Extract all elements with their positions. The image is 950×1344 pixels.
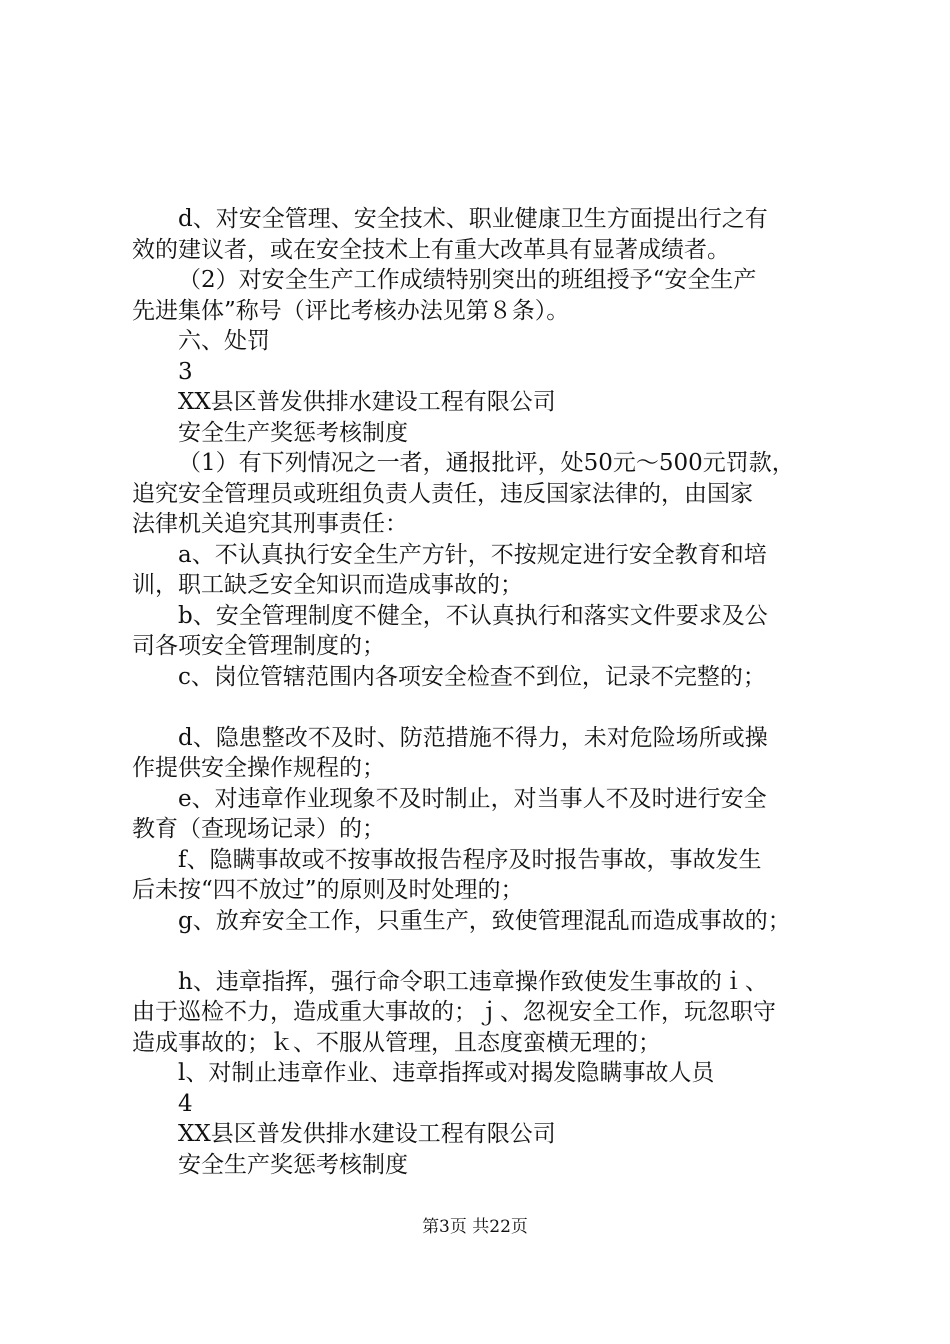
text-line: （1）有下列情况之一者，通报批评，处50元～500元罚款， [178,450,795,476]
document-body [132,204,832,1180]
text-line: 造成事故的；ｋ、不服从管理，且态度蛮横无理的； [132,1029,661,1056]
page-footer [0,1215,950,1239]
text-line: g、放弃安全工作，只重生产，致使管理混乱而造成事故的； [178,907,791,934]
text-line: a、不认真执行安全生产方针，不按规定进行安全教育和培 [178,541,767,568]
text-line: b、安全管理制度不健全，不认真执行和落实文件要求及公 [178,602,768,629]
text-line: 安全生产奖惩考核制度 [178,1151,408,1178]
text-line: e、对违章作业现象不及时制止，对当事人不及时进行安全 [178,785,767,812]
text-line: 六、处罚 [178,328,270,354]
text-line: （2）对安全生产工作成绩特别突出的班组授予“安全生产 [178,267,757,293]
text-line: 训，职工缺乏安全知识而造成事故的； [132,572,523,598]
text-line: 法律机关追究其刑事责任： [132,511,408,537]
text-line: h、违章指挥，强行命令职工违章操作致使发生事故的ｉ、 [178,968,768,995]
text-line: 由于巡检不力，造成重大事故的；ｊ、忽视安全工作，玩忽职守 [132,999,776,1025]
text-line: c、岗位管辖范围内各项安全检查不到位，记录不完整的； [178,663,766,690]
text-line: 效的建议者，或在安全技术上有重大改革具有显著成绩者。 [132,236,730,263]
text-line: 3 [178,358,193,385]
page-number-label: 第3页 共22页 [422,1217,528,1237]
text-line: f、隐瞒事故或不按事故报告程序及时报告事故，事故发生 [178,846,762,873]
text-line: d、隐患整改不及时、防范措施不得力，未对危险场所或操 [178,724,768,751]
text-line: d、对安全管理、安全技术、职业健康卫生方面提出行之有 [178,206,768,232]
text-line: 司各项安全管理制度的； [132,633,385,659]
blank-line [132,936,832,967]
text-line: 安全生产奖惩考核制度 [178,419,408,446]
text-line: 教育（查现场记录）的； [132,816,385,842]
text-line: 4 [178,1090,193,1117]
text-line: 后未按“四不放过”的原则及时处理的； [132,877,524,903]
text-line: 追究安全管理员或班组负责人责任，违反国家法律的，由国家 [132,480,753,507]
blank-line [132,692,832,723]
text-line: XX县区普发供排水建设工程有限公司 [178,389,556,415]
text-line: 作提供安全操作规程的； [132,755,385,781]
text-line: 先进集体”称号（评比考核办法见第８条）。 [132,297,570,324]
text-line: XX县区普发供排水建设工程有限公司 [178,1121,556,1147]
text-line: l、对制止违章作业、违章指挥或对揭发隐瞒事故人员 [178,1060,715,1086]
